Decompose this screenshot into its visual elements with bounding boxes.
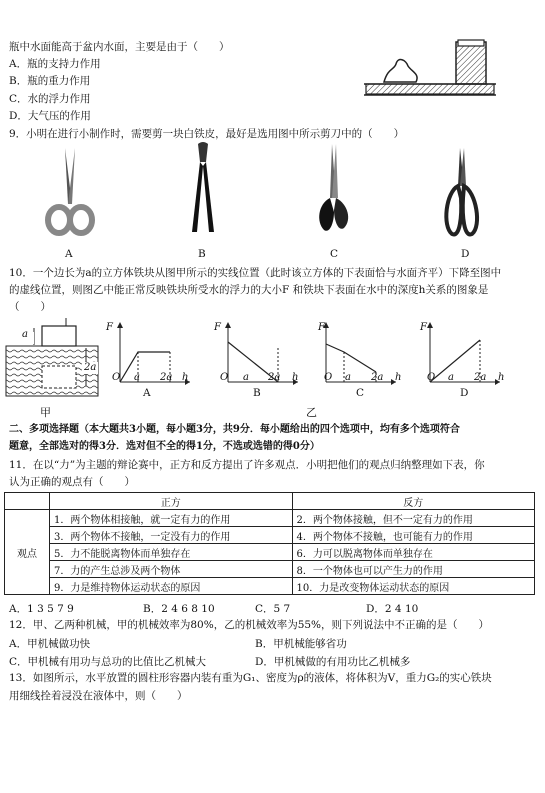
row-label-guandian: 观点	[5, 510, 50, 595]
basin-bottle-figure	[364, 38, 496, 100]
graph-c-a: a	[345, 372, 351, 383]
q12-option-b: B．甲机械能够省功	[255, 638, 347, 650]
graph-a-a: a	[134, 372, 140, 383]
q8-option-b: B．瓶的重力作用	[9, 75, 91, 87]
graph-c-h: h	[395, 372, 402, 383]
q12-option-d: D．甲机械做的有用功比乙机械多	[255, 656, 411, 668]
table-cell: 9．力是维持物体运动状态的原因	[50, 578, 293, 595]
table-cell: 6．力可以脱离物体而单独存在	[292, 544, 535, 561]
scissors-label-b: B	[198, 248, 206, 260]
graph-a-2a: 2a	[160, 372, 173, 383]
graph-c	[323, 322, 396, 385]
q11-option-b: B．2 4 6 8 10	[143, 603, 215, 615]
graph-b-h: h	[292, 372, 299, 383]
graph-label-a: A	[143, 387, 151, 399]
graph-label-c: C	[356, 387, 365, 399]
graph-a-h: h	[182, 372, 189, 383]
tin-snips-b-icon	[188, 140, 218, 236]
jia-label-2a: 2a	[84, 362, 97, 373]
jia-label-a: a	[22, 329, 28, 340]
graph-b-o: O	[220, 372, 229, 383]
table-cell: 2．两个物体接触，但不一定有力的作用	[292, 510, 535, 527]
q11-option-c: C．5 7	[255, 603, 291, 615]
q9-stem: 9．小明在进行小制作时，需要剪一块白铁皮，最好是选用图中所示剪刀中的（ ）	[9, 128, 405, 140]
graph-label-d: D	[460, 387, 469, 399]
q13-line2: 用细线拴着浸没在液体中，则（ ）	[9, 690, 188, 702]
table-corner	[5, 493, 50, 510]
q8-option-d: D．大气压的作用	[9, 110, 91, 122]
graph-d-h: h	[498, 372, 505, 383]
q8-option-c: C．水的浮力作用	[9, 93, 91, 105]
q10-line2: 的虚线位置，则图乙中能正常反映铁块所受水的浮力的大小F 和铁块下表面在水中的深度h关系的图象是	[9, 284, 489, 296]
fig-jia-label: 甲	[40, 406, 51, 419]
q11-line1: 11．在以“力”为主题的辩论赛中，正方和反方提出了许多观点．小明把他们的观点归纳整理如下表，你	[9, 459, 485, 471]
table-cell: 4．两个物体不接触，也可能有力的作用	[292, 527, 535, 544]
graph-c-o: O	[324, 372, 333, 383]
col-fan: 反方	[292, 493, 535, 510]
table-cell: 3．两个物体不接触，一定没有力的作用	[50, 527, 293, 544]
q11-option-d: D．2 4 10	[366, 603, 419, 615]
q12-option-a: A．甲机械做功快	[9, 638, 91, 650]
section2-heading2: 题意，全部选对的得3分．选对但不全的得1分，不选或选错的得0分）	[9, 441, 320, 452]
graph-b-a: a	[243, 372, 249, 383]
q12-stem: 12．甲、乙两种机械，甲的机械效率为80%，乙的机械效率为55%，则下列说法中不正确的是（ ）	[9, 619, 490, 631]
figure-jia	[4, 318, 102, 398]
graph-b-2a: 2a	[268, 372, 281, 383]
q8-option-a: A．瓶的支持力作用	[9, 58, 101, 70]
graph-d-f: F	[420, 322, 427, 333]
q11-line2: 认为正确的观点有（ ）	[9, 476, 135, 488]
graph-b	[225, 322, 298, 385]
graph-a-o: O	[112, 372, 121, 383]
scissors-d-icon	[440, 146, 484, 238]
q12-option-c: C．甲机械有用功与总功的比值比乙机械大	[9, 656, 207, 668]
graph-c-2a: 2a	[371, 372, 384, 383]
scissors-label-a: A	[65, 248, 73, 260]
col-zheng: 正方	[50, 493, 293, 510]
scissors-c-icon	[314, 142, 354, 236]
table-cell: 7．力的产生总涉及两个物体	[50, 561, 293, 578]
q10-line1: 10．一个边长为a的立方体铁块从图甲所示的实线位置（此时该立方体的下表面恰与水面齐平）下降至图中	[9, 267, 502, 279]
scissors-label-c: C	[330, 248, 339, 260]
q10-line3: （ ）	[9, 301, 51, 313]
graph-label-b: B	[253, 387, 261, 399]
table-cell: 8．一个物体也可以产生力的作用	[292, 561, 535, 578]
fig-yi-label: 乙	[306, 406, 317, 419]
q11-option-a: A．1 3 5 7 9	[9, 603, 74, 615]
scissors-a-icon	[45, 144, 95, 236]
scissors-label-d: D	[461, 248, 470, 260]
section2-heading: 二、多项选择题（本大题共3小题，每小题3分，共9分．每小题给出的四个选项中，均有多个选项符合	[9, 424, 460, 435]
graph-b-f: F	[214, 322, 221, 333]
q13-line1: 13．如图所示，水平放置的圆柱形容器内装有重为G₁、密度为ρ的液体，将体积为V，重力G₂的实心铁块	[9, 672, 492, 684]
graph-a	[117, 322, 190, 385]
table-cell: 1．两个物体相接触，就一定有力的作用	[50, 510, 293, 527]
q8-stem-tail: 瓶中水面能高于盆内水面，主要是由于（ ）	[9, 41, 230, 53]
table-cell: 10．力是改变物体运动状态的原因	[292, 578, 535, 595]
viewpoints-table	[4, 492, 535, 595]
graph-d-a: a	[448, 372, 454, 383]
graph-d-2a: 2a	[474, 372, 487, 383]
graph-c-f: F	[318, 322, 325, 333]
graph-a-f: F	[106, 322, 113, 333]
graph-d-o: O	[427, 372, 436, 383]
table-cell: 5．力不能脱离物体而单独存在	[50, 544, 293, 561]
graph-d	[427, 322, 500, 385]
